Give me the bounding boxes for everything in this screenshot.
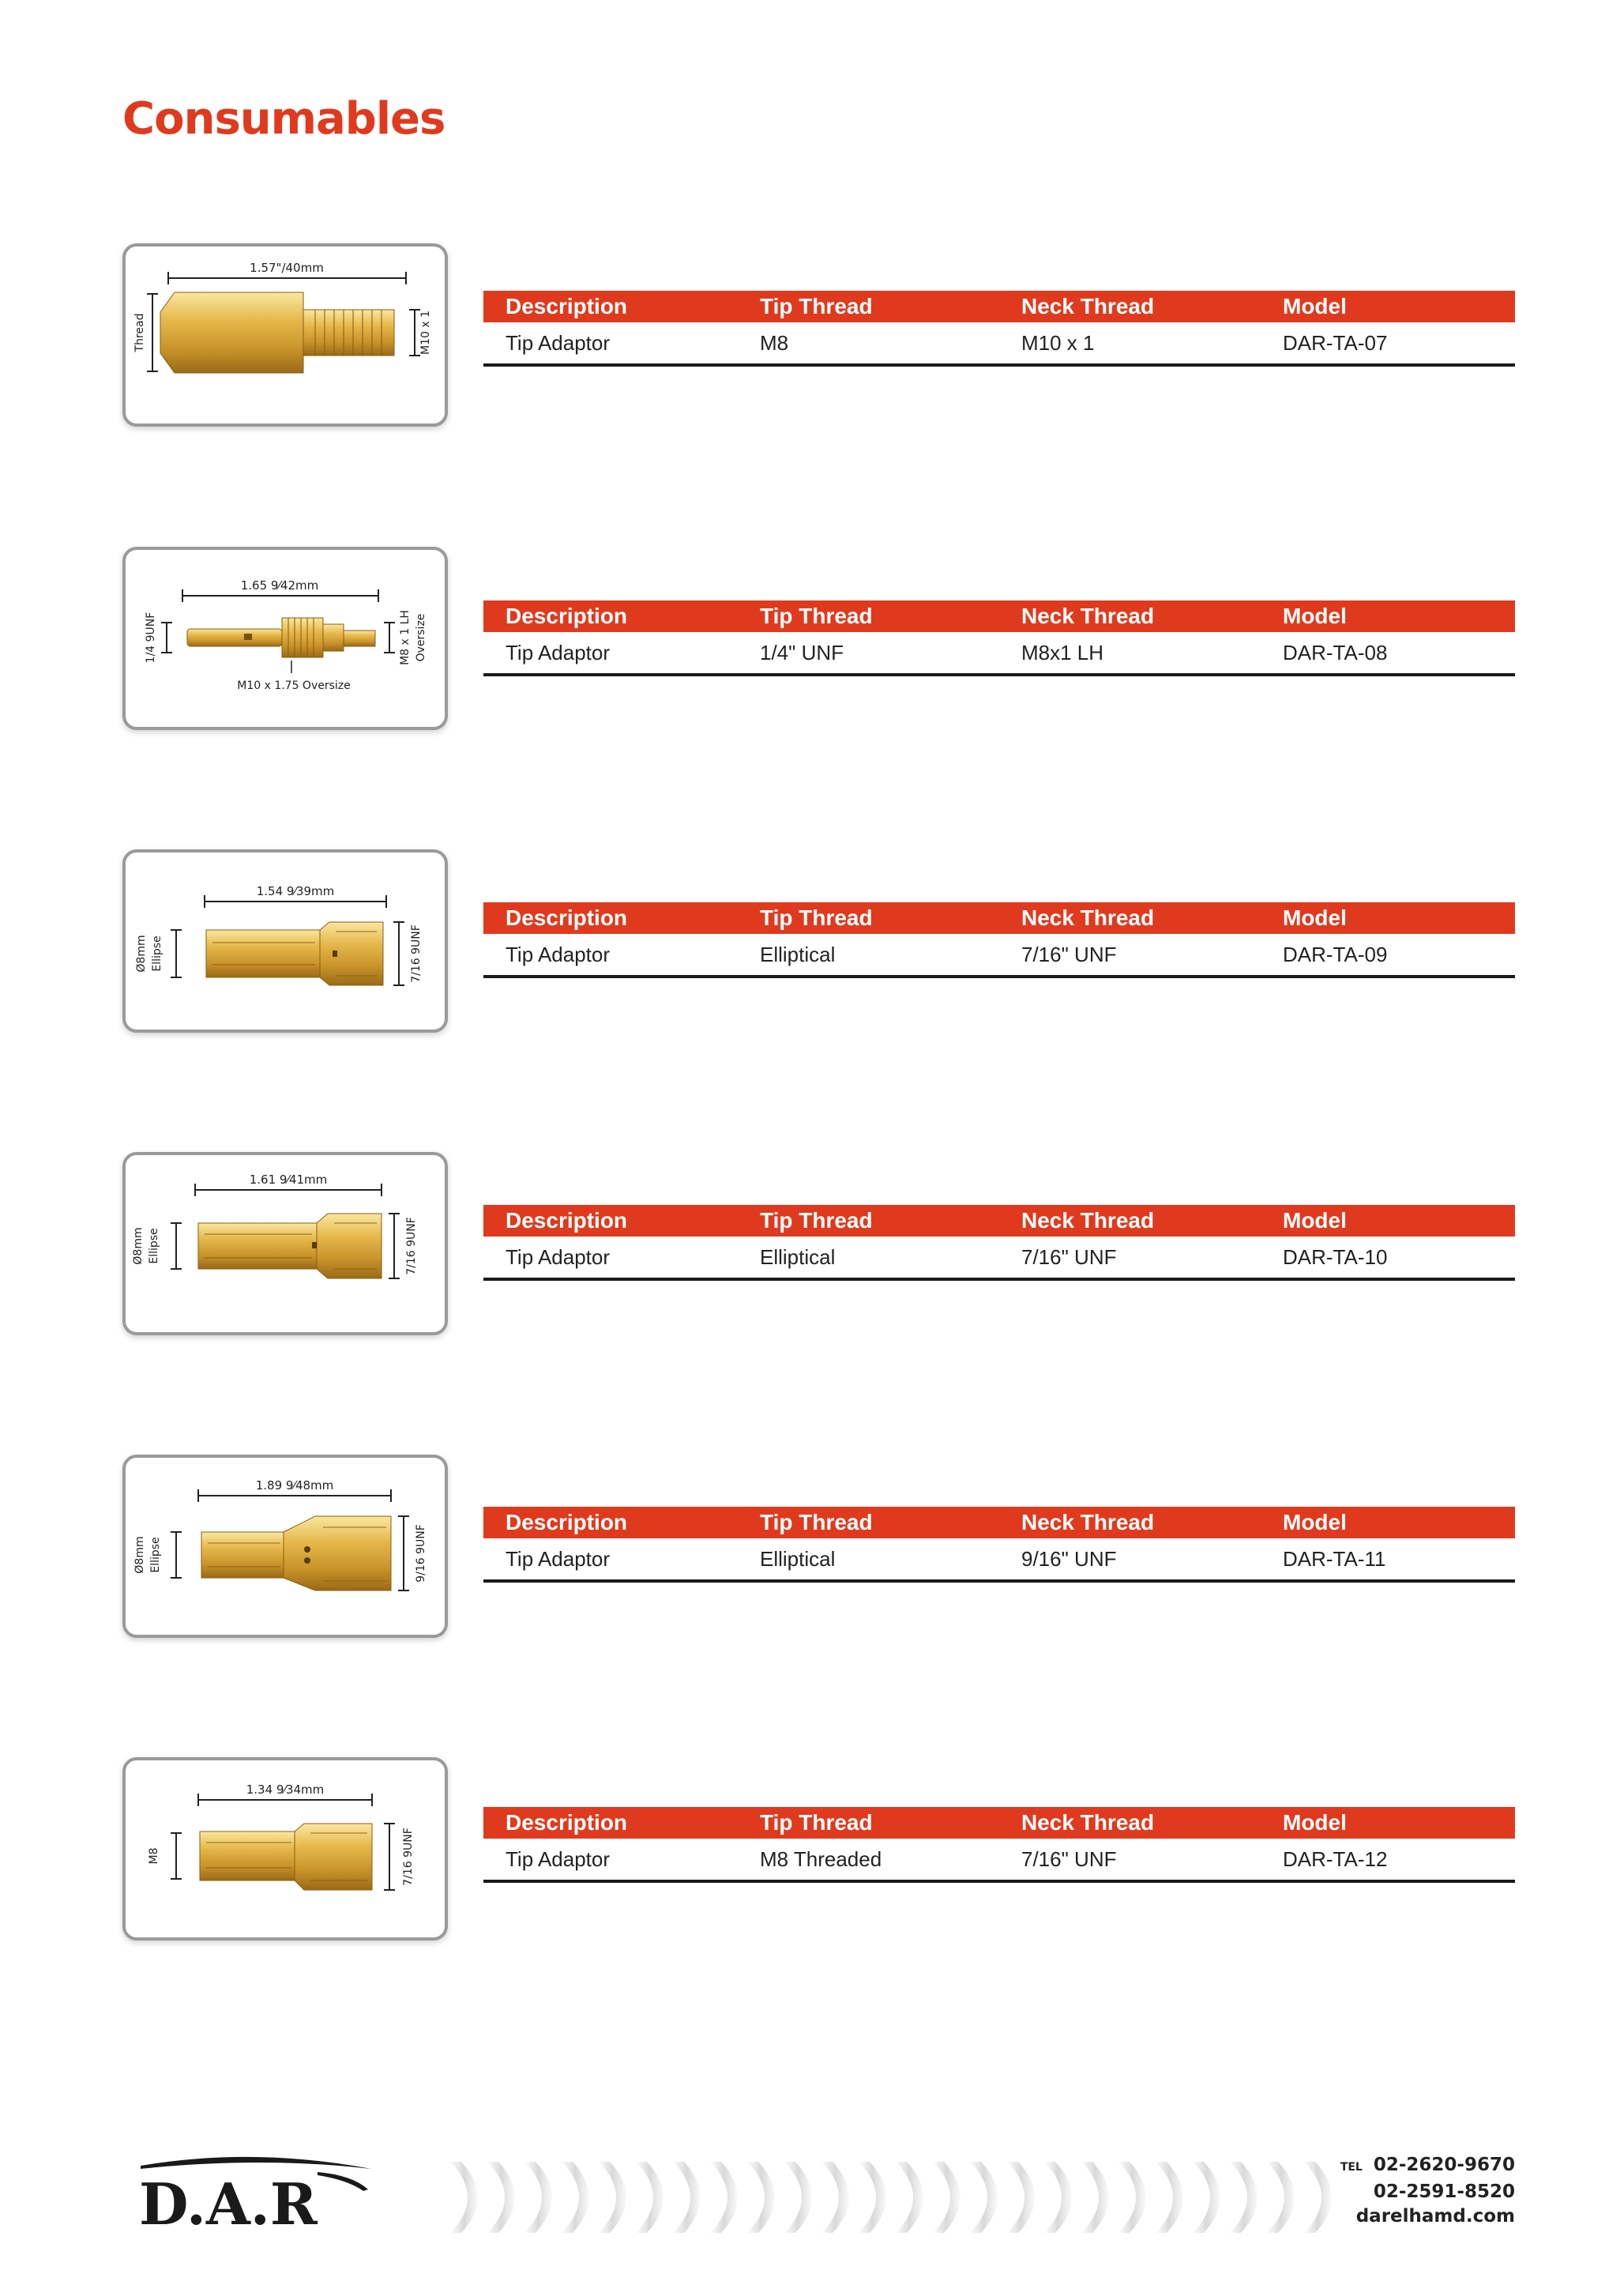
cell-description: Tip Adaptor [506,330,611,355]
tip-adaptor-drawing [126,853,445,1030]
website-link[interactable]: darelhamd.com [1355,2206,1515,2227]
band-arc [524,2162,552,2233]
band-arc [1007,2162,1035,2233]
tip-adaptor-drawing [126,247,445,423]
decorative-band [442,2154,1359,2241]
header-description: Description [506,1510,628,1534]
tip-adaptor-drawing [126,550,445,727]
header-tip-thread: Tip Thread [760,294,873,318]
product-photo-frame [122,1152,448,1335]
cell-tip-thread: Elliptical [760,942,836,966]
band-arc [710,2162,738,2233]
cell-neck-thread: M10 x 1 [1021,330,1095,355]
band-arc [747,2162,775,2233]
dim-bottom-label: M10 x 1.75 Oversize [237,679,351,692]
dim-right-label: 7/16 9UNF [402,1828,415,1886]
dim-right-label: 9/16 9UNF [415,1524,427,1583]
header-neck-thread: Neck Thread [1021,1208,1155,1233]
dim-right-label: 7/16 9UNF [405,1217,418,1275]
header-tip-thread: Tip Thread [760,1208,873,1233]
band-arc [1081,2162,1109,2233]
dim-left-label: M8 [148,1847,160,1865]
cell-description: Tip Adaptor [506,942,611,966]
spec-header [483,1507,1515,1538]
header-model: Model [1283,604,1347,628]
cell-tip-thread: Elliptical [760,1244,836,1269]
band-arc [933,2162,960,2233]
band-arc [562,2162,589,2233]
tip-adaptor-drawing [126,1155,445,1332]
band-arc [970,2162,998,2233]
header-description: Description [506,905,628,930]
header-description: Description [506,1208,628,1233]
header-model: Model [1283,294,1347,318]
cell-description: Tip Adaptor [506,1244,611,1269]
band-arc [784,2162,812,2233]
band-arc [1156,2162,1183,2233]
dim-left-label-2: Ellipse [148,1228,160,1264]
spec-table [483,1507,1515,1583]
tip-adaptor-drawing [126,1760,445,1937]
header-tip-thread: Tip Thread [760,604,873,628]
header-neck-thread: Neck Thread [1021,1810,1155,1835]
header-model: Model [1283,1810,1347,1835]
cell-model: DAR-TA-07 [1283,330,1388,355]
spec-row [483,1237,1515,1281]
header-tip-thread: Tip Thread [760,905,873,930]
header-description: Description [506,1810,628,1835]
product-row [0,547,1624,733]
spec-row [483,322,1515,367]
dim-left-label: Thread [133,313,146,352]
product-row [0,243,1624,430]
band-arc [1044,2162,1072,2233]
cell-neck-thread: 9/16" UNF [1021,1546,1117,1571]
header-tip-thread: Tip Thread [760,1510,873,1534]
product-photo-frame [122,849,448,1033]
product-photo-frame [122,547,448,730]
product-row [0,1455,1624,1641]
cell-tip-thread: M8 Threaded [760,1846,882,1871]
band-arc [673,2162,701,2233]
tip-adaptor-drawing [126,1458,445,1635]
dim-left-label: Ø8mm [132,1227,145,1265]
cell-model: DAR-TA-11 [1283,1546,1386,1571]
header-model: Model [1283,905,1347,930]
spec-row [483,1839,1515,1883]
spec-header [483,1807,1515,1839]
spec-table [483,902,1515,978]
cell-neck-thread: M8x1 LH [1021,640,1104,664]
dim-right-label: 7/16 9UNF [410,924,423,983]
spec-row [483,632,1515,676]
cell-description: Tip Adaptor [506,640,611,664]
product-photo-frame [122,1757,448,1941]
band-arc [1230,2162,1257,2233]
tel-label: TEL [1340,2161,1363,2174]
spec-row [483,934,1515,978]
product-photo-frame [122,1455,448,1638]
brand-logo-text: D.A.R [139,2170,318,2238]
cell-neck-thread: 7/16" UNF [1021,942,1117,966]
band-arc [599,2162,626,2233]
spec-header [483,902,1515,934]
dim-left-label-2: Ellipse [149,1537,162,1573]
product-row [0,1757,1624,1944]
dim-left-label: Ø8mm [135,935,148,973]
dim-left-label: 1/4 9UNF [145,612,157,664]
spec-table [483,291,1515,367]
header-neck-thread: Neck Thread [1021,294,1155,318]
header-description: Description [506,294,628,318]
dim-right-label: M8 x 1 LH [399,610,412,665]
dim-length-label: 1.61 9⁄41mm [249,1173,328,1187]
spec-table [483,1205,1515,1281]
cell-model: DAR-TA-08 [1283,640,1388,664]
dim-length-label: 1.89 9⁄48mm [255,1478,334,1493]
header-tip-thread: Tip Thread [760,1810,873,1835]
spec-header [483,1205,1515,1237]
cell-tip-thread: 1/4" UNF [760,640,844,664]
product-row [0,849,1624,1036]
dim-right-label-2: Oversize [415,613,427,662]
band-arc [896,2162,923,2233]
product-row [0,1152,1624,1338]
band-arc [450,2162,478,2233]
cell-tip-thread: Elliptical [760,1546,836,1571]
band-arc [636,2162,664,2233]
cell-description: Tip Adaptor [506,1546,611,1571]
cell-neck-thread: 7/16" UNF [1021,1244,1117,1269]
dim-right-label: M10 x 1 [419,311,432,355]
dim-left-label: Ø8mm [133,1536,146,1574]
header-neck-thread: Neck Thread [1021,604,1155,628]
page-title: Consumables [122,93,445,145]
phone-number: 02-2620-9670 [1373,2155,1515,2175]
band-arc [821,2162,849,2233]
dim-left-label-2: Ellipse [151,935,164,972]
band-arc [1267,2162,1295,2233]
band-arc [1193,2162,1220,2233]
band-arc [859,2162,886,2233]
dim-length-label: 1.65 9⁄42mm [240,578,319,593]
contact-info [1340,2153,1515,2229]
dim-length-label: 1.57"/40mm [250,261,324,275]
header-description: Description [506,604,628,628]
cell-model: DAR-TA-12 [1283,1846,1388,1871]
dim-length-label: 1.54 9⁄39mm [256,884,335,898]
dar-logo [134,2145,387,2240]
spec-header [483,600,1515,632]
spec-row [483,1538,1515,1583]
header-model: Model [1283,1510,1347,1534]
phone-number: 02-2591-8520 [1373,2181,1515,2202]
cell-model: DAR-TA-09 [1283,942,1388,966]
spec-table [483,1807,1515,1883]
spec-header [483,291,1515,322]
header-neck-thread: Neck Thread [1021,1510,1155,1534]
band-arc [1304,2162,1332,2233]
cell-tip-thread: M8 [760,330,789,355]
product-photo-frame [122,243,448,427]
band-arc [487,2162,515,2233]
header-model: Model [1283,1208,1347,1233]
spec-table [483,600,1515,676]
dim-length-label: 1.34 9⁄34mm [246,1782,325,1797]
cell-model: DAR-TA-10 [1283,1244,1388,1269]
header-neck-thread: Neck Thread [1021,905,1155,930]
band-arc [1118,2162,1146,2233]
cell-description: Tip Adaptor [506,1846,611,1871]
cell-neck-thread: 7/16" UNF [1021,1846,1117,1871]
